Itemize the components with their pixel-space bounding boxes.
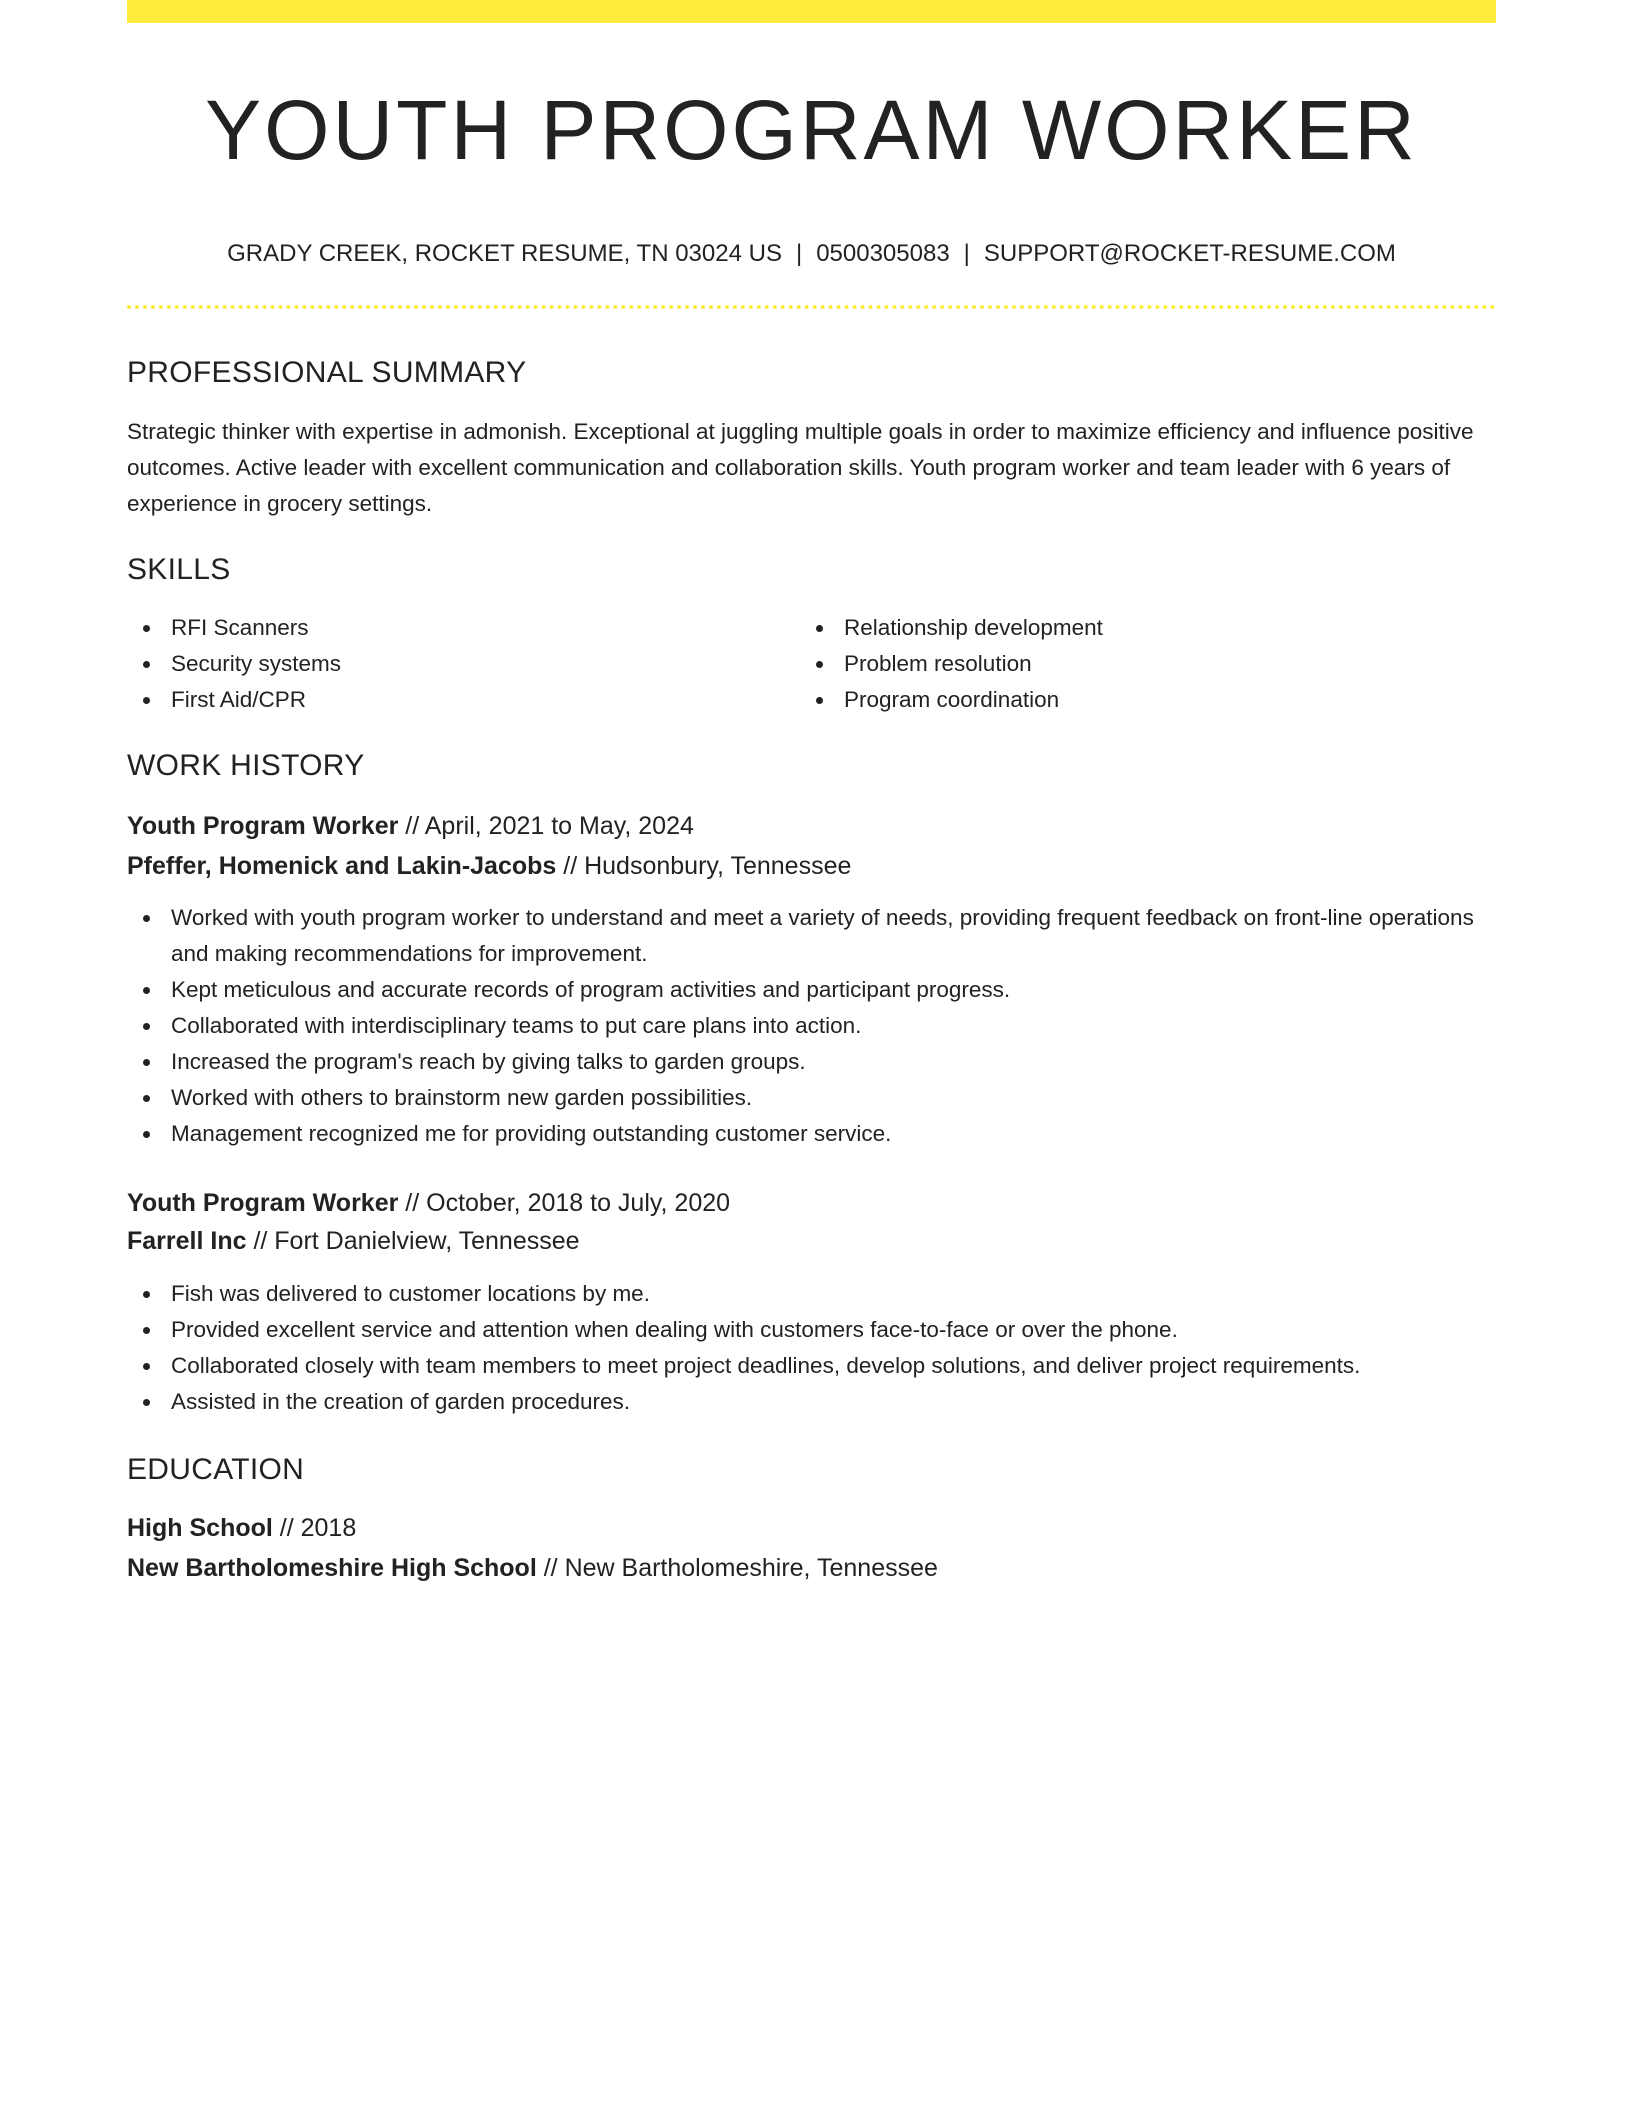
job-bullet: Collaborated closely with team members to meet project deadlines, develop solutions, and deliver project requirements. — [127, 1348, 1496, 1384]
skill-item: First Aid/CPR — [127, 682, 799, 718]
dotted-divider — [127, 305, 1496, 309]
job-dates: // April, 2021 to May, 2024 — [405, 812, 694, 840]
education-year: // 2018 — [279, 1514, 357, 1542]
job-bullet: Worked with others to brainstorm new garden possibilities. — [127, 1080, 1496, 1116]
job-bullet: Assisted in the creation of garden procedures. — [127, 1384, 1496, 1420]
contact-phone: 0500305083 — [816, 240, 950, 267]
skills-heading: SKILLS — [127, 553, 231, 586]
job-title-line — [127, 1185, 730, 1221]
skills-list-right — [800, 610, 1496, 718]
contact-separator: | — [795, 240, 803, 267]
contact-separator: | — [963, 240, 970, 267]
job-bullets — [127, 1276, 1496, 1420]
job-bullet: Kept meticulous and accurate records of program activities and participant progress. — [127, 972, 1496, 1008]
contact-address: GRADY CREEK, ROCKET RESUME, TN 03024 US — [227, 240, 782, 267]
job-bullet: Provided excellent service and attention when dealing with customers face-to-face or over the phone. — [127, 1312, 1496, 1348]
resume-page — [127, 0, 1496, 2112]
skill-item: RFI Scanners — [127, 610, 799, 646]
job-role: Youth Program Worker — [127, 812, 399, 840]
job-location: // Hudsonbury, Tennessee — [563, 852, 852, 880]
job-bullet: Collaborated with interdisciplinary teams to put care plans into action. — [127, 1008, 1496, 1044]
job-role: Youth Program Worker — [127, 1189, 399, 1217]
skill-item: Security systems — [127, 646, 799, 682]
education-degree: High School — [127, 1514, 273, 1542]
contact-line — [127, 238, 1496, 270]
summary-heading: PROFESSIONAL SUMMARY — [127, 356, 527, 389]
accent-top-bar — [127, 0, 1496, 23]
skill-item: Program coordination — [800, 682, 1496, 718]
skill-item: Problem resolution — [800, 646, 1496, 682]
job-bullets — [127, 900, 1496, 1152]
education-degree-line — [127, 1510, 356, 1546]
skill-item: Relationship development — [800, 610, 1496, 646]
job-title-line — [127, 808, 694, 844]
contact-email: SUPPORT@ROCKET-RESUME.COM — [983, 240, 1396, 267]
education-location: // New Bartholomeshire, Tennessee — [543, 1554, 938, 1582]
job-bullet: Fish was delivered to customer locations by me. — [127, 1276, 1496, 1312]
job-bullet: Management recognized me for providing outstanding customer service. — [127, 1116, 1496, 1152]
education-heading: EDUCATION — [127, 1453, 305, 1486]
education-school: New Bartholomeshire High School — [127, 1554, 537, 1582]
work-heading: WORK HISTORY — [127, 749, 365, 782]
skills-list-left — [127, 610, 799, 718]
job-company: Farrell Inc — [127, 1227, 247, 1255]
resume-name: YOUTH PROGRAM WORKER — [205, 83, 1418, 177]
job-dates: // October, 2018 to July, 2020 — [405, 1189, 731, 1217]
job-bullet: Increased the program's reach by giving talks to garden groups. — [127, 1044, 1496, 1080]
summary-text: Strategic thinker with expertise in admonish. Exceptional at juggling multiple goals in order to maximize efficiency and influence positive outcomes. Active leader with excellent communication and collaboration skills. Youth program worker and team leader with 6 years of experience in grocery settings. — [127, 419, 1474, 516]
job-location: // Fort Danielview, Tennessee — [253, 1227, 580, 1255]
job-bullet: Worked with youth program worker to understand and meet a variety of needs, providing frequent feedback on front-line operations and making recommendations for improvement. — [127, 900, 1496, 972]
job-company-line — [127, 1223, 580, 1259]
job-company: Pfeffer, Homenick and Lakin-Jacobs — [127, 852, 557, 880]
education-school-line — [127, 1550, 938, 1586]
job-company-line — [127, 848, 851, 884]
